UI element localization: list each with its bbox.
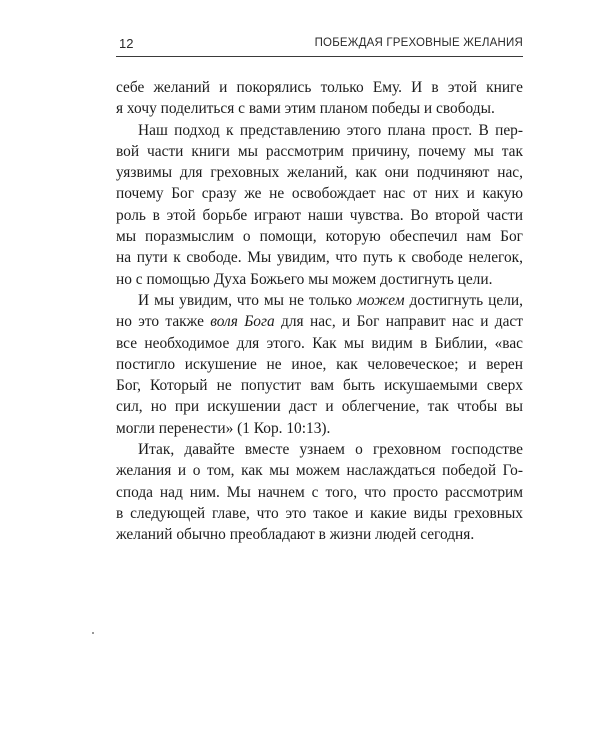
- text-line: на пути к свободе. Мы увидим, что путь к свободе нелегок,: [116, 249, 523, 267]
- text-line: но с помощью Духа Божьего мы можем достигнуть цели.: [116, 270, 493, 288]
- running-title: ПОБЕЖДАЯ ГРЕХОВНЫЕ ЖЕЛАНИЯ: [314, 37, 523, 49]
- text-line: почему Бог сразу же не освобождает нас от них и какую: [116, 185, 523, 203]
- text-line: Итак, давайте вместе узнаем о греховном господстве: [138, 441, 523, 459]
- text-line: желания и о том, как мы можем наслаждаться победой Го-: [116, 462, 523, 480]
- text-line: роль в этой борьбе играют наши чувства. Во второй части: [116, 206, 523, 224]
- text-run: И мы увидим, что мы не только: [138, 291, 357, 309]
- text-line: уязвимы для греховных желаний, как они подчиняют нас,: [116, 164, 523, 182]
- paragraph: [116, 120, 523, 290]
- paragraph: [116, 290, 523, 439]
- text-line: желаний обычно преобладают в жизни людей сегодня.: [116, 526, 475, 544]
- text-line: Бог, Который не попустит вам быть искушаемыми сверх: [116, 377, 523, 395]
- scan-speck: [92, 632, 94, 634]
- running-header: [116, 34, 523, 57]
- text-line: вой части книги мы рассмотрим причину, почему мы так: [116, 142, 523, 160]
- emphasis: воля Бога: [210, 313, 275, 331]
- page-number: 12: [119, 36, 134, 51]
- text-line: могли перенести» (1 Кор. 10:13).: [116, 419, 331, 437]
- text-line: сил, но при искушении даст и облегчение, так чтобы вы: [116, 398, 523, 416]
- text-line: себе желаний и покорялись только Ему. И в этой книге: [116, 79, 523, 96]
- text-line: Наш подход к представлению этого плана прост. В пер-: [138, 121, 523, 139]
- text-run: достигнуть цели,: [404, 291, 523, 309]
- text-line: постигло искушение не иное, как человеческое; и верен: [116, 355, 523, 373]
- text-line: спода над ним. Мы начнем с того, что просто рассмотрим: [116, 483, 523, 501]
- text-run: но это также: [116, 313, 211, 331]
- text-line: все необходимое для этого. Как мы видим в Библии, «вас: [116, 334, 523, 352]
- emphasis: можем: [357, 291, 405, 309]
- text-line: [116, 290, 523, 311]
- text-run: для нас, и Бог направит нас и даст: [274, 313, 523, 331]
- text-line: в следующей главе, что это такое и какие виды греховных: [116, 504, 523, 522]
- paragraph: [116, 439, 523, 545]
- body-text: [116, 77, 523, 546]
- text-line: я хочу поделиться с вами этим планом победы и свободы.: [116, 100, 495, 118]
- text-line: [116, 311, 523, 332]
- text-line: мы поразмыслим о помощи, которую обеспечил нам Бог: [116, 228, 523, 246]
- paragraph: [116, 77, 523, 120]
